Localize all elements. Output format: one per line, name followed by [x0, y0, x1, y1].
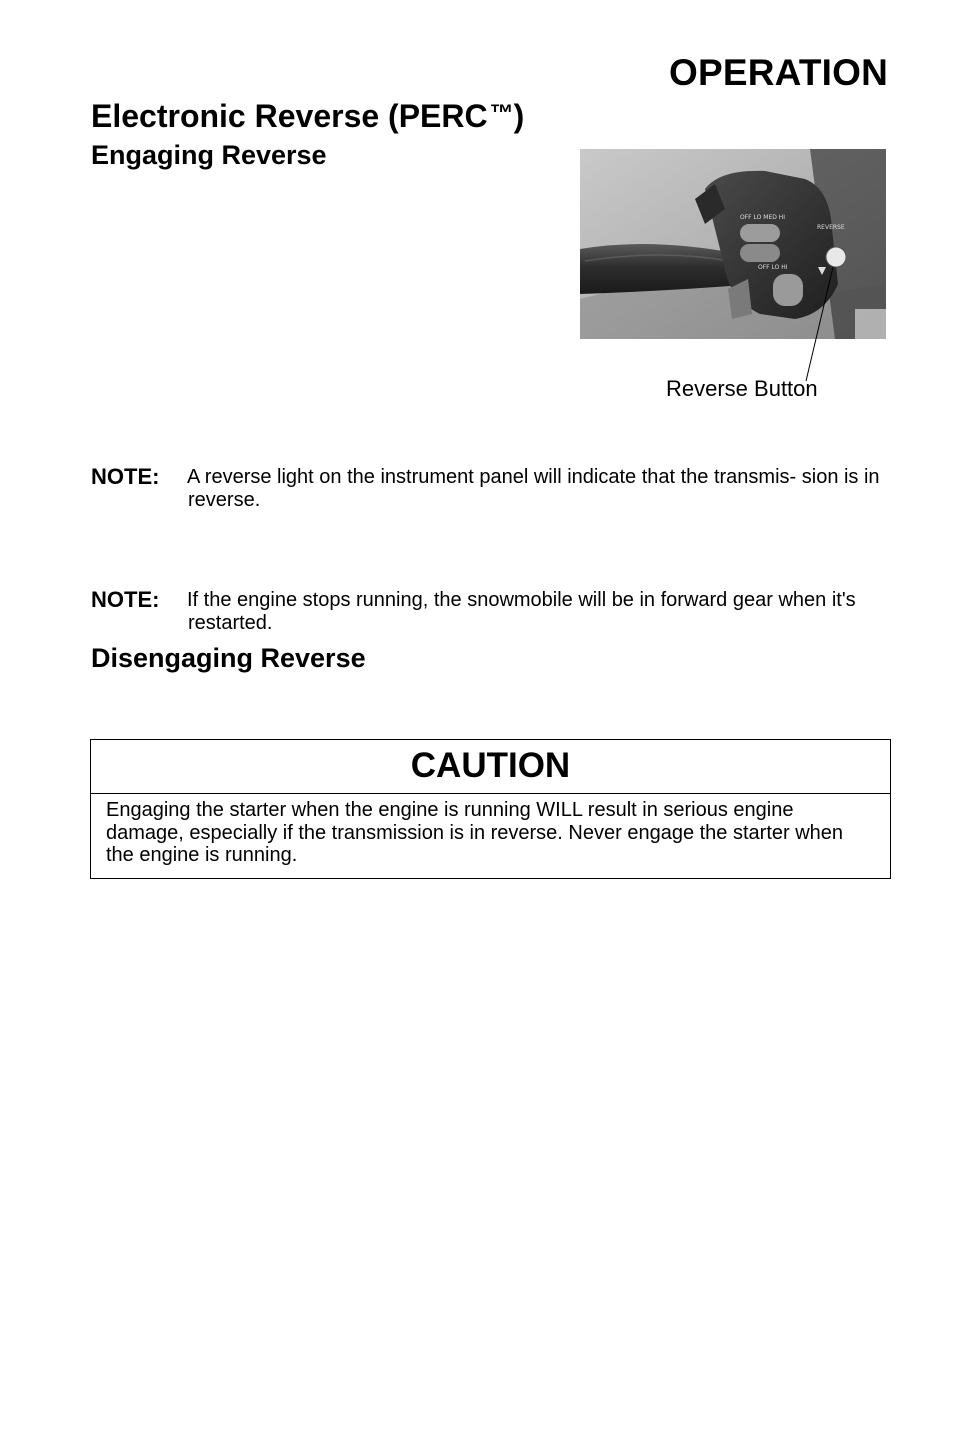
note-text: If the engine stops running, the snowmobile will be in forward gear when it's restarted.: [187, 589, 856, 634]
page-title: [91, 98, 524, 135]
note-reverse-light: [91, 466, 891, 512]
trademark-symbol: ™: [489, 100, 514, 127]
note-text: A reverse light on the instrument panel will indicate that the transmis- sion is in reverse.: [187, 466, 880, 511]
subheading-engaging-reverse: Engaging Reverse: [91, 140, 327, 170]
title-text: Electronic Reverse (PERC: [91, 98, 488, 134]
note-label: NOTE:: [91, 587, 160, 612]
caution-heading: CAUTION: [91, 740, 890, 794]
switch-top-label: OFF LO MED HI: [740, 214, 786, 221]
note-forward-gear: [91, 589, 891, 635]
caption-leader-line: [580, 149, 886, 389]
caution-body: Engaging the starter when the engine is running WILL result in serious engine damage, especially if the transmission is in reverse. Never engage the starter when the engine is running.: [106, 799, 844, 866]
reverse-label: REVERSE: [817, 224, 845, 231]
figure-caption: Reverse Button: [666, 376, 818, 401]
section-header: OPERATION: [668, 52, 888, 93]
switch-bottom-label: OFF LO HI: [758, 264, 788, 271]
subheading-disengaging-reverse: Disengaging Reverse: [91, 643, 366, 673]
title-close: ): [513, 98, 525, 134]
note-label: NOTE:: [91, 464, 160, 489]
caution-box: [90, 739, 891, 879]
